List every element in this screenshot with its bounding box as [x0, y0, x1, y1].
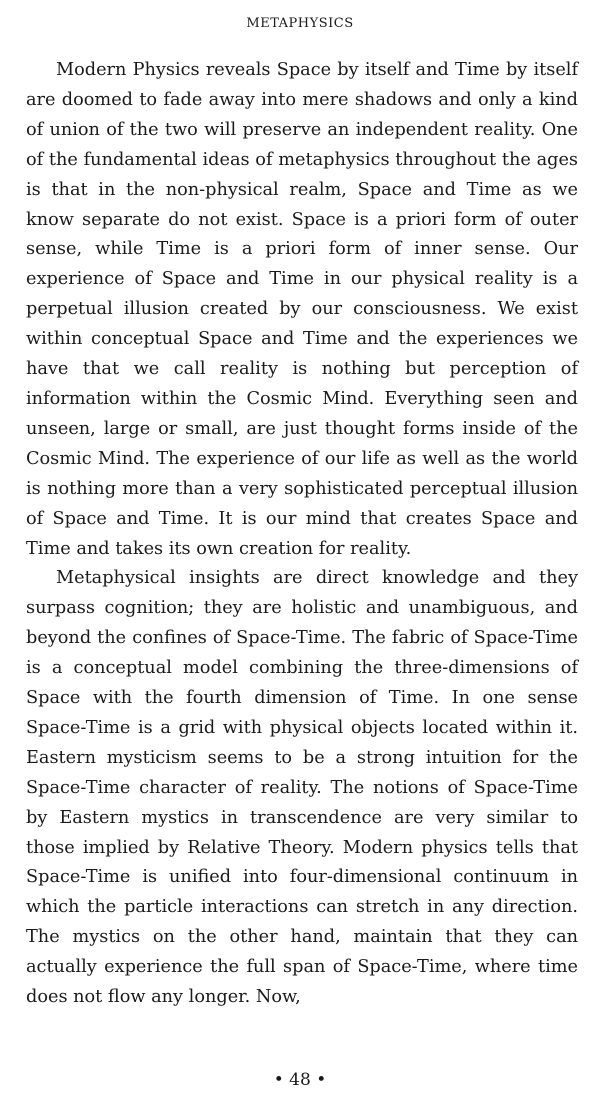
paragraph-2: Metaphysical insights are direct knowledge and they surpass cognition; they are holistic and unambiguous, and beyond the confines of Space-Time. The fabric of Space-Time is a conceptual model combining the three-dimensions of Space with the fourth dimension of Time. In one sense Space-Time is a grid with physical objects located within it. Eastern mysticism seems to be a strong intuition for the Space-Time character of reality. The notions of Space-Time by Eastern mystics in transcendence are very similar to those implied by Relative Theory. Modern physics tells that Space-Time is unified into four-dimensional continuum in which the particle interactions can stretch in any direction. The mystics on the other hand, maintain that they can actually experience the full span of Space-Time, where time does not flow any longer. Now, [26, 568, 578, 1008]
paragraph-1: Modern Physics reveals Space by itself and Time by itself are doomed to fade away into mere shadows and only a kind of union of the two will preserve an independent reality. One of the fundamental ideas of metaphysics throughout the ages is that in the non-physical realm, Space and Time as we know separate do not exist. Space is a priori form of outer sense, while Time is a priori form of inner sense. Our experience of Space and Time in our physical reality is a perpetual illusion created by our consciousness. We exist within conceptual Space and Time and the experiences we have that we call reality is nothing but perception of information within the Cosmic Mind. Everything seen and unseen, large or small, are just thought forms inside of the Cosmic Mind. The experience of our life as well as the world is nothing more than a very sophisticated perceptual illusion of Space and Time. It is our mind that creates Space and Time and takes its own creation for reality. [26, 60, 578, 559]
page-number: • 48 • [273, 1070, 327, 1090]
running-head: METAPHYSICS [246, 16, 354, 31]
body-text [26, 56, 578, 1013]
